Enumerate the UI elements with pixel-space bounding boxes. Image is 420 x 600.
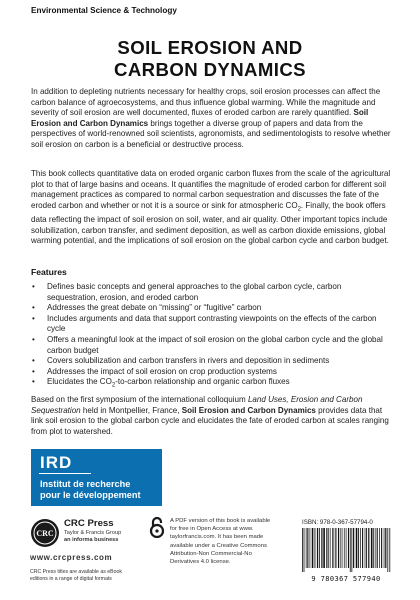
book-title-inline: Soil Erosion and Carbon Dynamics <box>181 405 316 415</box>
feature-item <box>31 335 392 356</box>
barcode-bar <box>315 528 316 568</box>
barcode-bar <box>356 528 358 568</box>
bullet-icon: • <box>32 303 35 313</box>
description-paragraph-3 <box>31 395 392 437</box>
bullet-icon: • <box>32 377 35 387</box>
feature-item <box>31 377 392 391</box>
feature-item <box>31 314 392 335</box>
isbn: ISBN: 978-0-367-57794-0 <box>302 519 373 526</box>
barcode-bar <box>328 528 329 568</box>
feature-text: Offers a meaningful look at the impact of soil erosion on the global carbon cycle and the global carbon budget <box>47 334 383 355</box>
bullet-icon: • <box>32 366 35 376</box>
feature-text: Elucidates the CO <box>47 377 112 387</box>
feature-item <box>31 282 392 303</box>
barcode-number: 9 780367 577940 <box>311 575 381 583</box>
barcode-bar <box>342 528 343 568</box>
paragraph-text: brings together a diverse group of papers and data from the perspectives of world-renowned soil scientists, agronomists, and sedimentologists to resolve whether soil erosion on carbon is a beneficial or destructive process. <box>31 118 391 149</box>
paragraph-text: held in Montpellier, France, <box>80 405 182 415</box>
barcode-bar <box>366 528 367 568</box>
barcode-bar <box>330 528 331 568</box>
barcode-bar <box>381 528 382 568</box>
barcode-bar <box>346 528 347 568</box>
bullet-icon: • <box>32 282 35 291</box>
barcode-bar <box>335 528 336 568</box>
barcode-bar <box>353 528 354 568</box>
publisher-group: Taylor & Francis Group <box>64 530 122 536</box>
barcode-bar <box>360 528 361 568</box>
ird-name-line-2: pour le développement <box>40 490 141 500</box>
paragraph-text: This book collects quantitative data on eroded organic carbon fluxes from the scale of the agricultural plot to that of large basins and oceans. It quantifies the magnitude of eroded carbon for different soil management practices as compared to normal carbon sequestration and discusses the fate of the eroded carbon and whether or not it is a source or sink for atmospheric CO <box>31 169 391 210</box>
barcode-bar <box>384 528 385 568</box>
paragraph-text: . Finally, the book offers data reflecting the impact of soil erosion on soil, water, and air quality. Other important topics include solubilization, carbon transfer, and sediment deposition, as well as carbon dioxide emissions, global warming potential, and the implications of soil erosion on the global carbon cycle and carbon budget. <box>31 200 389 246</box>
barcode-bar <box>310 528 311 568</box>
barcode-bar <box>350 528 351 572</box>
title-line-1: SOIL EROSION AND <box>117 37 303 58</box>
barcode-bar <box>304 528 305 572</box>
subscript: 2 <box>297 206 301 213</box>
publisher-parent: an informa business <box>64 537 119 543</box>
publisher-url: www.crcpress.com <box>30 553 113 562</box>
barcode-bar <box>351 528 352 572</box>
book-title <box>0 37 420 81</box>
barcode <box>300 528 392 572</box>
barcode-bar <box>307 528 308 568</box>
barcode-bar <box>323 528 325 568</box>
series-label: Environmental Science & Technology <box>31 6 177 15</box>
barcode-bar <box>379 528 380 568</box>
feature-text: -to-carbon relationship and organic carbon fluxes <box>115 377 290 387</box>
crc-logo-text: CRC <box>36 529 54 538</box>
barcode-bar <box>389 528 390 572</box>
barcode-bar <box>348 528 349 568</box>
subscript: 2 <box>111 382 116 389</box>
barcode-bar <box>334 528 335 568</box>
barcode-bar <box>321 528 322 568</box>
barcode-bar <box>362 528 363 568</box>
barcode-bar <box>373 528 374 568</box>
features-list <box>31 282 392 392</box>
features-heading: Features <box>31 267 67 277</box>
barcode-bar <box>317 528 318 568</box>
paragraph-text: provides data that link soil erosion to the global carbon cycle and elucidates the fate of eroded carbon at scales ranging from plot to watershed. <box>31 405 389 436</box>
feature-text: Defines basic concepts and general approaches to the global carbon cycle, carbon sequestration, erosion, and eroded carbon <box>47 282 342 302</box>
open-lock-icon <box>149 516 165 538</box>
feature-item <box>31 303 392 314</box>
barcode-bar <box>387 528 388 572</box>
ird-divider <box>39 473 91 474</box>
barcode-bar <box>338 528 339 568</box>
crc-press-logo-icon <box>30 518 60 548</box>
bullet-icon: • <box>32 313 35 323</box>
open-access-notice: A PDF version of this book is available for free in Open Access at www. taylorfrancis.com. It has been made available under a Creative Commons Attribution-Non Commercial-No Derivatives 4.0 license. <box>170 518 271 566</box>
feature-text: Includes arguments and data that support contrasting viewpoints on the effects of the carbon cycle <box>47 313 377 334</box>
ird-acronym: IRD <box>40 453 73 472</box>
description-paragraph-1 <box>31 87 392 151</box>
barcode-bar <box>344 528 345 568</box>
barcode-bar <box>302 528 303 572</box>
barcode-bar <box>319 528 320 568</box>
bullet-icon: • <box>32 356 35 366</box>
barcode-bar <box>371 528 373 568</box>
ird-logo <box>31 449 162 506</box>
ebook-note: CRC Press titles are available as eBook editions in a range of digital formats <box>30 569 122 582</box>
barcode-bar <box>368 528 369 568</box>
feature-item <box>31 356 392 367</box>
publisher-name: CRC Press <box>64 518 114 529</box>
barcode-bar <box>332 528 333 568</box>
feature-text: Covers solubilization and carbon transfers in rivers and deposition in sediments <box>47 356 330 366</box>
barcode-bar <box>365 528 366 568</box>
barcode-bar <box>358 528 359 568</box>
feature-text: Addresses the impact of soil erosion on crop production systems <box>47 366 277 376</box>
colloquium-title: Land Uses, Erosion and Carbon Sequestration <box>31 395 363 415</box>
feature-text: Addresses the great debate on “missing” or “fugitive” carbon <box>47 303 262 313</box>
paragraph-text: Based on the first symposium of the international colloquium <box>31 395 248 404</box>
barcode-bar <box>312 528 314 568</box>
bullet-icon: • <box>32 334 35 344</box>
barcode-bar <box>375 528 376 568</box>
book-title-inline: Soil Erosion and Carbon Dynamics <box>31 108 369 128</box>
barcode-bar <box>385 528 386 568</box>
barcode-bar <box>340 528 341 568</box>
ird-name-line-1: Institut de recherche <box>40 479 131 489</box>
barcode-bar <box>377 528 378 568</box>
feature-item <box>31 367 392 378</box>
description-paragraph-2 <box>31 169 392 247</box>
barcode-bar <box>326 528 327 568</box>
title-line-2: CARBON DYNAMICS <box>114 59 306 80</box>
barcode-bar <box>306 528 307 568</box>
paragraph-text: In addition to depleting nutrients necessary for healthy crops, soil erosion processes can affect the carbon balance of agroecosystems, and thus influence global warming. While the magnitude and severity of soil erosion are well documented, fluxes of eroded carbon are rarely quantified. <box>31 87 381 118</box>
